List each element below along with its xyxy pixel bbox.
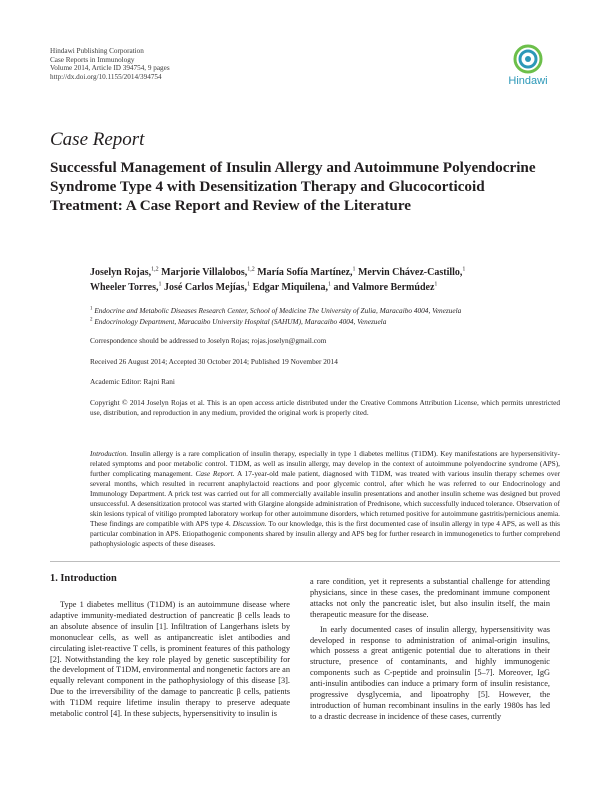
journal-header (50, 47, 170, 81)
affiliation: $^1$ Endocrine and Metabolic Diseases Research Center, School of Medicine The University of Zulia, Maracaibo 4004, Venezuela (90, 306, 462, 315)
volume-line: Volume 2014, Article ID 394754, 9 pages (50, 64, 170, 73)
doi-link[interactable]: http://dx.doi.org/10.1155/2014/394754 (50, 72, 162, 81)
paragraph: In early documented cases of insulin allergy, hypersensitivity was developed in response to administration of animal-origin insulins, which possess a great antigenic potential due to alterations in their structure, presence of contaminants, and highly immunogenic components such as C-peptide and proinsulin [5–7]. Moreover, IgG anti-insulin antibodies can induce a primary form of insulin resistance, progressive dysglycemia, and lipoatrophy [5]. However, the introduction of human recombinant insulins in the early 1980s has led to a drastic decrease in incidence of these cases, currently (310, 624, 550, 721)
publication-dates: Received 26 August 2014; Accepted 30 October 2014; Published 19 November 2014 (90, 357, 338, 366)
author-list (90, 266, 560, 295)
author[interactable]: María Sofía Martínez,$^1$ (257, 266, 356, 278)
abstract-case-label: Case Report. (195, 469, 235, 478)
journal-line: Case Reports in Immunology (50, 55, 135, 64)
publisher-line: Hindawi Publishing Corporation (50, 47, 144, 55)
paragraph: Type 1 diabetes mellitus (T1DM) is an autoimmune disease where adaptive immunity-mediated destruction of pancreatic β cells leads to an absolute absence of insulin [1]. Infiltration of Langerhans islets by mononuclear cells, as well as antipancreatic islet antibodies and circulating islet-reactive T cells, is prominent features of this pathology [2]. Notwithstanding the key role played by genetic susceptibility for the development of T1DM, environmental and nongenetic factors are an equally relevant component in the pathophysiology of this disease [3]. Due to the irreversibility of the damage to pancreatic β cells, patients with T1DM require lifetime insulin therapy to preserve adequate metabolic control [4]. In these subjects, hypersensitivity to insulin is (50, 600, 290, 719)
section-heading: 1. Introduction (50, 573, 117, 584)
abstract: Introduction. Insulin allergy is a rare complication of insulin therapy, especially in type 1 diabetes mellitus (T1DM). Key manifestations are hypersensitivity-related symptoms and poor metabolic control. T1DM, as well as insulin allergy, may develop in the context of autoimmune polyendocrine syndrome (APS), further complicating management. Case Report. A 17-year-old male patient, diagnosed with T1DM, was treated with various insulin therapy schemes over several months, which resulted in recurrent anaphylactoid reactions and poor glycemic control, after which he was referred to our Endocrinology and Immunology Department. A prick test was carried out for all commercially available insulin presentations and another insulin scheme was designed but proved unsuccessful. A desensitization protocol was started with Glargine alongside administration of Prednisone, which successfully induced tolerance. Observation of skin lesions typical of vitiligo prompted laboratory workup for other autoimmune disorders, which returned positive for autoimmune gastritis/pernicious anemia. These findings are compatible with APS type 4. Discussion. To our knowledge, this is the first documented case of insulin allergy in type 4 APS, as well as this particular combination in APS. Etiopathogenic components shared by insulin allergy and APS beg for further research in immunogenetics to further comprehend pathophysiologic aspects of these diseases. (90, 449, 561, 548)
logo-text: Hindawi (508, 75, 548, 87)
body-column-left (50, 600, 290, 720)
affiliation: $^2$ Endocrinology Department, Maracaibo University Hospital (SAHUM), Maracaibo 4004, Venezuela (90, 317, 387, 326)
divider (50, 561, 560, 562)
abstract-intro-label: Introduction. (90, 449, 129, 458)
author[interactable]: Wheeler Torres,$^1$ (90, 281, 162, 293)
author[interactable]: José Carlos Mejías,$^1$ (164, 281, 251, 293)
academic-editor: Academic Editor: Rajni Rani (90, 377, 175, 386)
paragraph: a rare condition, yet it represents a substantial challenge for attending physicians, since in these cases, the predominant immune component attacks not only the pancreatic islet, but also insulin itself, the main therapeutic measure for the disease. (310, 577, 550, 619)
article-title: Successful Management of Insulin Allergy and Autoimmune Polyendocrine Syndrome Type 4 with Desensitization Therapy and Glucocorticoid Treatment: A Case Report and Review of the Literature (50, 159, 536, 214)
hindawi-logo (496, 44, 560, 87)
copyright-notice: Copyright © 2014 Joselyn Rojas et al. This is an open access article distributed under the Creative Commons Attribution License, which permits unrestricted use, distribution, and reproduction in any medium, provided the original work is properly cited. (90, 398, 560, 417)
author[interactable]: Marjorie Villalobos,$^{1,2}$ (161, 266, 255, 278)
author[interactable]: and Valmore Bermúdez$^1$ (333, 281, 438, 293)
hindawi-logo-icon (513, 44, 543, 74)
article-type: Case Report (50, 129, 145, 150)
author[interactable]: Joselyn Rojas,$^{1,2}$ (90, 266, 159, 278)
abstract-discussion-label: Discussion. (232, 519, 267, 528)
author[interactable]: Mervin Chávez-Castillo,$^1$ (357, 266, 466, 278)
body-column-right (310, 577, 550, 723)
author[interactable]: Edgar Miquilena,$^1$ (252, 281, 331, 293)
correspondence: Correspondence should be addressed to Joselyn Rojas; rojas.joselyn@gmail.com (90, 336, 327, 345)
